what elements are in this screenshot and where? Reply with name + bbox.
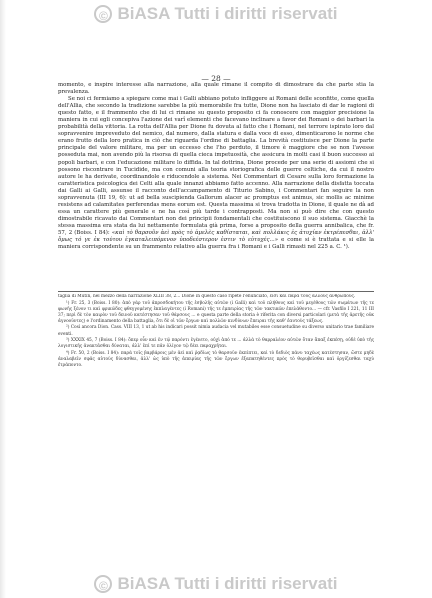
footnote-3: ³) XXXIX 45, 7 (Boiss. I 84): ὅπερ οὖν καὶ ἐν τῷ παρόντι ἐγένετο, οὐχὶ ἀπό τε ... ἀλλὰ τὸ θαρραλέον αὐτῶν ὅταν ἅπαξ ἐκπέσῃ, οὐδὲ ὑπὸ τῆς λογιστικῆς ἀνακτᾶσθαι δύναται, ἀλλ' ἐπί τε πᾶν ὀλίγον τῷ δέει παραχρῆται.	[58, 338, 374, 350]
footnotes	[58, 294, 374, 420]
paragraph-2-text: Se noi ci fermiamo a spiegare come mai i Galli abbiano potuto infliggere ai Romani delle sconfitte, come quella dell'Allia, che secondo la tradizione sarebbe la più memorabile fra tutte, Dione non ha lasciato di dar le ragioni di questo fatto, e il frammento che di lui ci rimane su questo proposito ci fa conoscere con maggior precisione la maniera in cui egli concepiva l'azione dei varî elementi che facevano inclinare a favor dei Romani o dei barbari la probabilità della vittoria. La rotta dell'Allia per Dione fu dovuta al fatto che i Romani, nel terrore ispirato loro dal sopravvenire impreveduto del nemico, dal numero, dalla statura e dalla voce di esso, dimenticarono le norme che erano frutto della loro pratica in ciò che riguarda l'ordine di battaglia. La brevità costituisce per Dione la parte principale del valore militare, ma per un eccesso che l'ho perduto, il timore è maggiore che se non l'avesse posseduta mai, non avendo più la risorsa di quella cieca impetuosità, che assicura in molti casi il buon successo ai popoli barbari, e con l'educazione militare lo diffida. In tal dottrina, Dione procede per una serie di assiomi che si possono riscontrare in Tucidide, ma con comuni alla teoria storiografica delle guerre celtiche, da cui il nostro autore le ha derivate, coordinandole e riducendole a sistema. Nei Commentari di Cesare sulla loro formazione la caratteristica psicologica dei Celti alla quale innanzi abbiamo fatto accenno. Alla narrazione della disfatta toccata dai Galli ai Galli, assunse il racconto dell'accampamento di Titurio Sabino, i Commentari fan seguire la non sopravvenuta (III 19, 6): ut ad bella suscipienda Gallorum alacer ac promptus est animus, sic mollis ac minime resistens ad calamitates perferendas mens eorum est. Questa massima si trova tradotta in Dione, il quale ne dà ad essa un carattere più generale e ne ha così più tarde i contrapposti. Ma non si può dire che con questo dimostrabile ricavato dai Commentari non dei principii fondamentali che costituiscono il suo sistema. Giacchè la stessa massima era stata da lui nettamente formulata già prima, forse a proposito della guerra annibalica, che fr. 57, 2 (Boiss. I 84): «	[58, 96, 374, 236]
watermark-text: BiASA Tutti i diritti riservati	[117, 574, 338, 593]
footnote-continuation: taglia di Mutin, nel mezzo della narrazione XLIII 38, 2... Dione in questo caso ripete l'enunciato, εἰσὶ καὶ παρὰ τοὺς ἄλλους ἀνθρώπους.	[58, 294, 356, 299]
paragraph-2	[58, 96, 374, 251]
footnote-4: ⁴) Fr. 50, 2 (Boiss. I 84): παρὰ τοῖς βαρβάροις μὲν ἀεὶ καὶ ῥᾳδίως τὸ θαρσοῦν ἐκπίπτει, καὶ τὸ δεδιὸς πάνυ ταχέως κατέστησαν, ὥστε μηδὲ ἀναλαβεῖν σφᾶς αὐτοὺς δύνασθαι, ἀλλ' ὡς ὑπὸ τῆς ἀπειρίας τῆς τῶν ἔργων ἐξαπατηθέντες πρὸς τὸ θορυβεῖσθαι καὶ ὀργίζεσθαι ταχὺ ἐτράποντο.	[58, 350, 374, 369]
footnote-1: ¹) Fr. 25, 3 (Boiss. I 80): ἀπὸ γὰρ τοῦ ἀπροσδοκήτου τῆς ἐσβολῆς αὐτῶν (i Galli) καὶ τοῦ πλήθους καὶ τοῦ μεγέθους τῶν σωμάτων τῆς τε φωνῆς ξένον τι καὶ φρικῶδες φθεγγομένης ἐκπλαγέντες (i Romani) τῆς τε ἐμπειρίας τῆς τῶν τακτικῶν ἐπελάθοντο... — cfr. Vasfilo I 221, 11 III 37; περὶ δὲ τὸν καιρὸν τοῦ δεινοῦ κατέστησαν τοῦ θάρσους ... e questa parte della storia è riferita con diversi particolari (μετὰ τῆς ἀρετῆς οὐκ ἀγνοοῦντες) e l'ordinamento della battaglia, ὅτι δὲ οἱ τῶν ἔργων καὶ πολλῶν κινδύνων ἔπειραι τῆς καθ' ἑαυτοὺς τάξεως.	[58, 300, 374, 324]
copyright-logo-icon: ©	[94, 5, 112, 23]
page-spine-shadow	[0, 0, 6, 598]
main-text	[58, 82, 374, 288]
watermark-bottom	[0, 573, 432, 595]
footnote-divider	[58, 291, 374, 292]
watermark-text: BiASA Tutti i diritti riservati	[117, 4, 338, 23]
copyright-logo-icon: ©	[94, 575, 112, 593]
watermark-top	[0, 3, 432, 25]
paragraph-1: momento, e inspire interesse alla narrazione, alla quale rimane il compito di dimostrare da che parte stia la prevalenza.	[58, 82, 374, 96]
footnote-2: ²) Così ancora Dion. Cass. VIII 13, 1 ut ab his indicari possit nimia audacia vel mutabiles esse consuetudine su diverso unitario trae familiare eventi.	[58, 325, 374, 337]
page-number: — 28 —	[201, 74, 231, 83]
paragraph-2-tail: e come si è trattata e si elle la maniera corrispondente su un frammento relativo alla guerra fra i Romani e i Galli rimasti nel 225 a. C. ¹).	[58, 237, 374, 251]
paragraph-2-greek-quote: καὶ τὸ θαρσοῦν ἀεὶ πρὸς τὸ ἀμελὲς καθίσταται, καὶ πολλάκις ἐς ἀτυχίαν ἐκτρέπεσθαι, ἀλλ' ὅμως τό γε ἐκ τούτου ἐγκαταλειπόμενον ὑποδεέστερον ἐστιν τὸ εὐτυχές...»	[58, 229, 374, 244]
